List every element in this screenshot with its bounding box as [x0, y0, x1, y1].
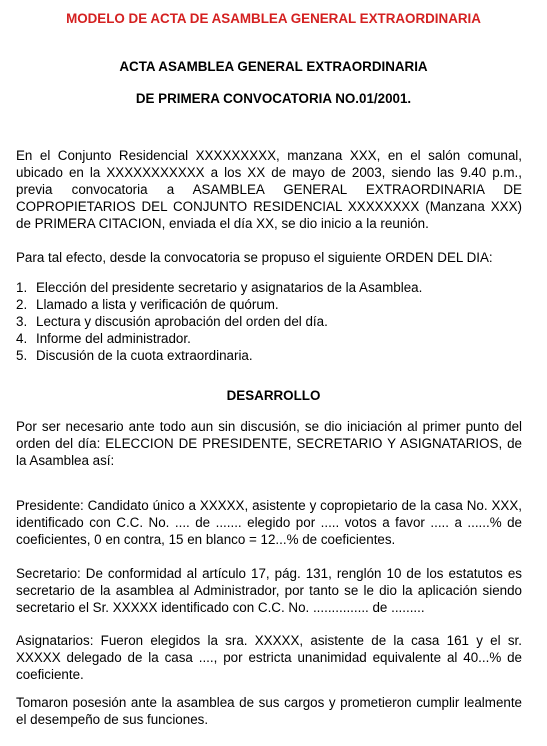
acta-heading-line2: DE PRIMERA CONVOCATORIA NO.01/2001. — [135, 91, 412, 106]
agenda-item-number: 2. — [16, 297, 28, 312]
asignatarios-paragraph — [16, 632, 522, 683]
agenda-item-number: 3. — [16, 314, 28, 329]
agenda-item — [16, 330, 522, 347]
agenda-item-number: 4. — [16, 331, 28, 346]
posesion-paragraph — [16, 694, 522, 728]
acta-heading-line1: ACTA ASAMBLEA GENERAL EXTRAORDINARIA — [119, 59, 428, 74]
asignatarios-text: Asignatarios: Fueron elegidos la sra. XXXXX, asistente de la casa 161 y el sr. XXXXX delegado de la casa ...., por estricta unanimidad equivalente al 40...% de coeficiente. — [16, 633, 522, 682]
presidente-text: Presidente: Candidato único a XXXXX, asistente y copropietario de la casa No. XXX, identificado con C.C. No. .... de ....... elegido por ..... votos a favor ..... a ......% de coeficientes, 0 en contra, 15 en blanco = 12...% de coeficientes. — [16, 498, 522, 547]
secretario-paragraph — [16, 565, 522, 616]
agenda-intro-paragraph — [16, 249, 522, 266]
agenda-item — [16, 279, 522, 296]
posesion-text: Tomaron posesión ante la asamblea de sus cargos y prometieron cumplir lealmente el desempeño de sus funciones. — [16, 695, 522, 727]
agenda-item-text: Lectura y discusión aprobación del orden del día. — [36, 314, 328, 329]
intro-paragraph — [16, 147, 522, 232]
agenda-intro-text: Para tal efecto, desde la convocatoria se propuso el siguiente ORDEN DEL DIA: — [16, 250, 493, 265]
agenda-item — [16, 313, 522, 330]
agenda-item-number: 5. — [16, 348, 28, 363]
agenda-item-number: 1. — [16, 280, 28, 295]
secretario-text: Secretario: De conformidad al artículo 17, pág. 131, renglón 10 de los estatutos es secretario de la asamblea al Administrador, por tanto se le dio la aplicación siendo secretario el Sr. XXXXX identificado con C.C. No. ............... de ......... — [16, 566, 522, 615]
agenda-list — [16, 279, 522, 364]
agenda-item-text: Discusión de la cuota extraordinaria. — [36, 348, 253, 363]
agenda-item — [16, 347, 522, 364]
intro-text: En el Conjunto Residencial XXXXXXXXX, manzana XXX, en el salón comunal, ubicado en la XXXXXXXXXXX a los XX de mayo de 2003, siendo las 9.40 p.m., previa convocatoria a ASAMBLEA GENERAL EXTRAORDINARIA DE COPROPIETARIOS DEL CONJUNTO RESIDENCIAL XXXXXXXX (Manzana XXX) de PRIMERA CITACION, enviada el día XX, se dio inicio a la reunión. — [16, 148, 522, 231]
document-title: MODELO DE ACTA DE ASAMBLEA GENERAL EXTRAORDINARIA — [66, 11, 481, 26]
agenda-item-text: Elección del presidente secretario y asignatarios de la Asamblea. — [36, 280, 423, 295]
agenda-item-text: Informe del administrador. — [36, 331, 191, 346]
desarrollo-paragraph — [16, 418, 522, 469]
desarrollo-text: Por ser necesario ante todo aun sin discusión, se dio iniciación al primer punto del orden del día: ELECCION DE PRESIDENTE, SECRETARIO Y ASIGNATARIOS, de la Asamblea así: — [16, 419, 522, 468]
presidente-paragraph — [16, 497, 522, 548]
agenda-item — [16, 296, 522, 313]
section-heading-desarrollo: DESARROLLO — [226, 388, 321, 403]
agenda-item-text: Llamado a lista y verificación de quórum. — [36, 297, 279, 312]
